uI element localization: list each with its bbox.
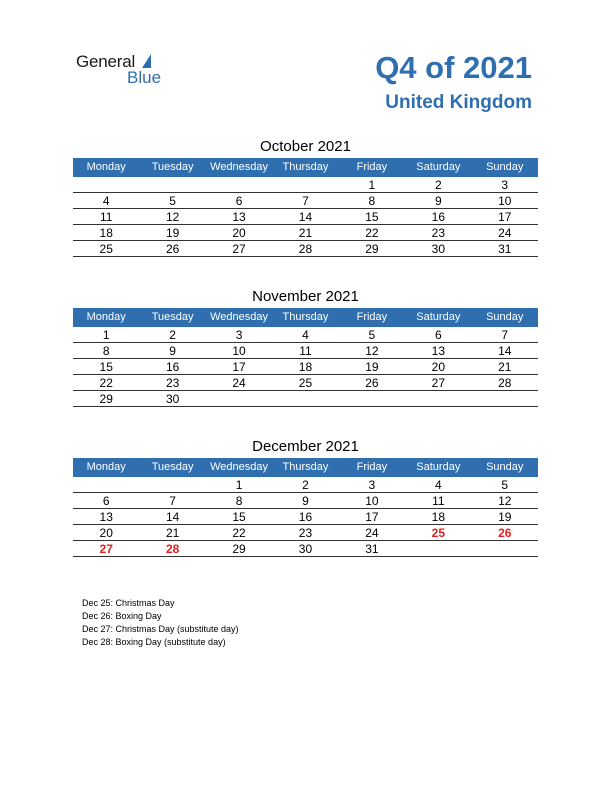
day-cell: 1 — [368, 178, 376, 192]
day-cell: 21 — [165, 526, 180, 540]
weekday-label: Tuesday — [151, 311, 194, 323]
month-november — [73, 286, 538, 407]
weekday-label: Friday — [356, 161, 388, 173]
day-cell: 8 — [235, 494, 243, 508]
empty-cell — [206, 177, 272, 192]
day-cell: 17 — [498, 210, 512, 224]
day-cell: 22 — [232, 526, 246, 540]
day-cell: 3 — [501, 178, 509, 192]
day-cell: 17 — [365, 510, 379, 524]
day-cell: 14 — [165, 510, 180, 524]
day-cell: 27 — [99, 542, 113, 556]
day-cell: 11 — [299, 344, 312, 358]
weekday-header — [73, 158, 538, 177]
day-cell: 23 — [431, 226, 445, 240]
empty-cell — [73, 477, 139, 492]
day-cell: 6 — [434, 328, 442, 342]
day-cell: 24 — [232, 376, 246, 390]
empty-cell — [206, 391, 272, 406]
day-cell: 10 — [232, 344, 246, 358]
day-cell: 11 — [432, 494, 445, 508]
day-cell: 15 — [99, 360, 113, 374]
day-cell: 6 — [235, 194, 243, 208]
day-cell: 16 — [298, 510, 313, 524]
day-cell: 13 — [232, 210, 246, 224]
day-cell: 6 — [102, 494, 110, 508]
weekday-header — [73, 458, 538, 477]
day-cell: 13 — [431, 344, 445, 358]
day-cell: 23 — [165, 376, 180, 390]
week-row — [73, 193, 538, 209]
day-cell: 2 — [434, 178, 442, 192]
day-cell: 7 — [169, 494, 176, 508]
day-cell: 12 — [365, 344, 379, 358]
week-row — [73, 327, 538, 343]
empty-cell — [405, 541, 471, 556]
logo — [76, 52, 176, 88]
day-cell: 28 — [165, 542, 180, 556]
weekday-label: Wednesday — [210, 311, 268, 323]
day-cell: 2 — [302, 478, 309, 492]
day-cell: 10 — [498, 194, 512, 208]
week-row — [73, 209, 538, 225]
weekday-label: Monday — [86, 161, 126, 173]
day-cell: 2 — [169, 328, 176, 342]
week-row — [73, 391, 538, 407]
weekday-label: Wednesday — [210, 161, 268, 173]
day-cell: 4 — [434, 478, 442, 492]
day-cell: 5 — [368, 328, 376, 342]
weekday-label: Tuesday — [151, 161, 194, 173]
day-cell: 19 — [165, 226, 180, 240]
day-cell: 18 — [298, 360, 313, 374]
day-cell: 27 — [431, 376, 445, 390]
week-row — [73, 493, 538, 509]
day-cell: 20 — [99, 526, 113, 540]
weekday-label: Sunday — [486, 161, 524, 173]
empty-cell — [339, 391, 405, 406]
day-cell: 27 — [232, 242, 246, 256]
empty-cell — [139, 477, 205, 492]
day-cell: 14 — [298, 210, 313, 224]
weekday-label: Thursday — [282, 461, 329, 473]
day-cell: 22 — [99, 376, 113, 390]
logo-blue-text: Blue — [127, 68, 162, 87]
day-cell: 29 — [232, 542, 246, 556]
day-cell: 19 — [498, 510, 512, 524]
day-cell: 5 — [169, 194, 176, 208]
weekday-header — [73, 308, 538, 327]
holiday-note: Dec 26: Boxing Day — [82, 611, 162, 621]
holiday-note: Dec 28: Boxing Day (substitute day) — [82, 637, 226, 647]
day-cell: 21 — [498, 360, 512, 374]
empty-cell — [472, 541, 538, 556]
week-row — [73, 477, 538, 493]
day-cell: 8 — [368, 194, 376, 208]
weekday-label: Thursday — [282, 311, 329, 323]
empty-cell — [272, 177, 338, 192]
month-october — [73, 136, 538, 257]
day-cell: 16 — [431, 210, 445, 224]
day-cell: 26 — [498, 526, 512, 540]
weekday-label: Sunday — [486, 311, 524, 323]
day-cell: 25 — [99, 242, 113, 256]
day-cell: 13 — [99, 510, 113, 524]
empty-cell — [139, 177, 205, 192]
day-cell: 3 — [368, 478, 376, 492]
day-cell: 15 — [365, 210, 379, 224]
day-cell: 1 — [102, 328, 110, 342]
day-cell: 28 — [298, 242, 313, 256]
holiday-note: Dec 25: Christmas Day — [82, 598, 175, 608]
week-row — [73, 241, 538, 257]
day-cell: 31 — [498, 242, 512, 256]
day-cell: 9 — [302, 494, 309, 508]
weekday-label: Monday — [86, 461, 126, 473]
holiday-notes — [82, 597, 239, 649]
weekday-label: Friday — [356, 311, 388, 323]
weekday-label: Monday — [86, 311, 126, 323]
day-cell: 14 — [498, 344, 512, 358]
month-december — [73, 436, 538, 557]
day-cell: 30 — [165, 392, 180, 406]
day-cell: 29 — [365, 242, 379, 256]
weekday-label: Thursday — [282, 161, 329, 173]
day-cell: 12 — [165, 210, 180, 224]
day-cell: 29 — [99, 392, 113, 406]
empty-cell — [272, 391, 338, 406]
weekday-label: Sunday — [486, 461, 524, 473]
page-title: Q4 of 2021 — [375, 50, 532, 85]
week-row — [73, 343, 538, 359]
day-cell: 17 — [232, 360, 246, 374]
weekday-label: Tuesday — [151, 461, 194, 473]
day-cell: 31 — [365, 542, 379, 556]
day-cell: 11 — [99, 210, 113, 224]
weekday-label: Wednesday — [210, 461, 268, 473]
day-cell: 19 — [365, 360, 379, 374]
week-row — [73, 525, 538, 541]
empty-cell — [73, 177, 139, 192]
day-cell: 3 — [235, 328, 243, 342]
day-cell: 26 — [365, 376, 379, 390]
week-row — [73, 509, 538, 525]
day-cell: 24 — [365, 526, 379, 540]
month-title: November 2021 — [252, 288, 359, 305]
day-cell: 15 — [232, 510, 246, 524]
day-cell: 18 — [99, 226, 113, 240]
day-cell: 25 — [431, 526, 445, 540]
day-cell: 22 — [365, 226, 379, 240]
logo-general-text: General — [76, 52, 136, 71]
day-cell: 25 — [298, 376, 313, 390]
day-cell: 21 — [298, 226, 313, 240]
month-title: October 2021 — [260, 138, 351, 155]
day-cell: 16 — [165, 360, 180, 374]
week-row — [73, 375, 538, 391]
day-cell: 30 — [298, 542, 313, 556]
day-cell: 28 — [498, 376, 512, 390]
day-cell: 18 — [431, 510, 445, 524]
empty-cell — [405, 391, 471, 406]
day-cell: 24 — [498, 226, 512, 240]
day-cell: 1 — [235, 478, 243, 492]
day-cell: 20 — [431, 360, 445, 374]
day-cell: 9 — [434, 194, 442, 208]
day-cell: 26 — [165, 242, 180, 256]
day-cell: 23 — [298, 526, 313, 540]
week-row — [73, 225, 538, 241]
day-cell: 7 — [501, 328, 509, 342]
day-cell: 12 — [498, 494, 512, 508]
day-cell: 20 — [232, 226, 246, 240]
day-cell: 5 — [501, 478, 509, 492]
holiday-note: Dec 27: Christmas Day (substitute day) — [82, 624, 239, 634]
week-row — [73, 177, 538, 193]
day-cell: 7 — [302, 194, 309, 208]
day-cell: 4 — [102, 194, 110, 208]
weekday-label: Saturday — [416, 461, 461, 473]
weekday-label: Saturday — [416, 161, 461, 173]
day-cell: 8 — [102, 344, 110, 358]
weekday-label: Saturday — [416, 311, 461, 323]
day-cell: 4 — [302, 328, 309, 342]
week-row — [73, 541, 538, 557]
week-row — [73, 359, 538, 375]
empty-cell — [472, 391, 538, 406]
page-subtitle: United Kingdom — [385, 92, 532, 113]
day-cell: 9 — [169, 344, 176, 358]
month-title: December 2021 — [252, 438, 359, 455]
logo-triangle-icon — [142, 54, 151, 68]
weekday-label: Friday — [356, 461, 388, 473]
day-cell: 10 — [365, 494, 379, 508]
day-cell: 30 — [431, 242, 445, 256]
